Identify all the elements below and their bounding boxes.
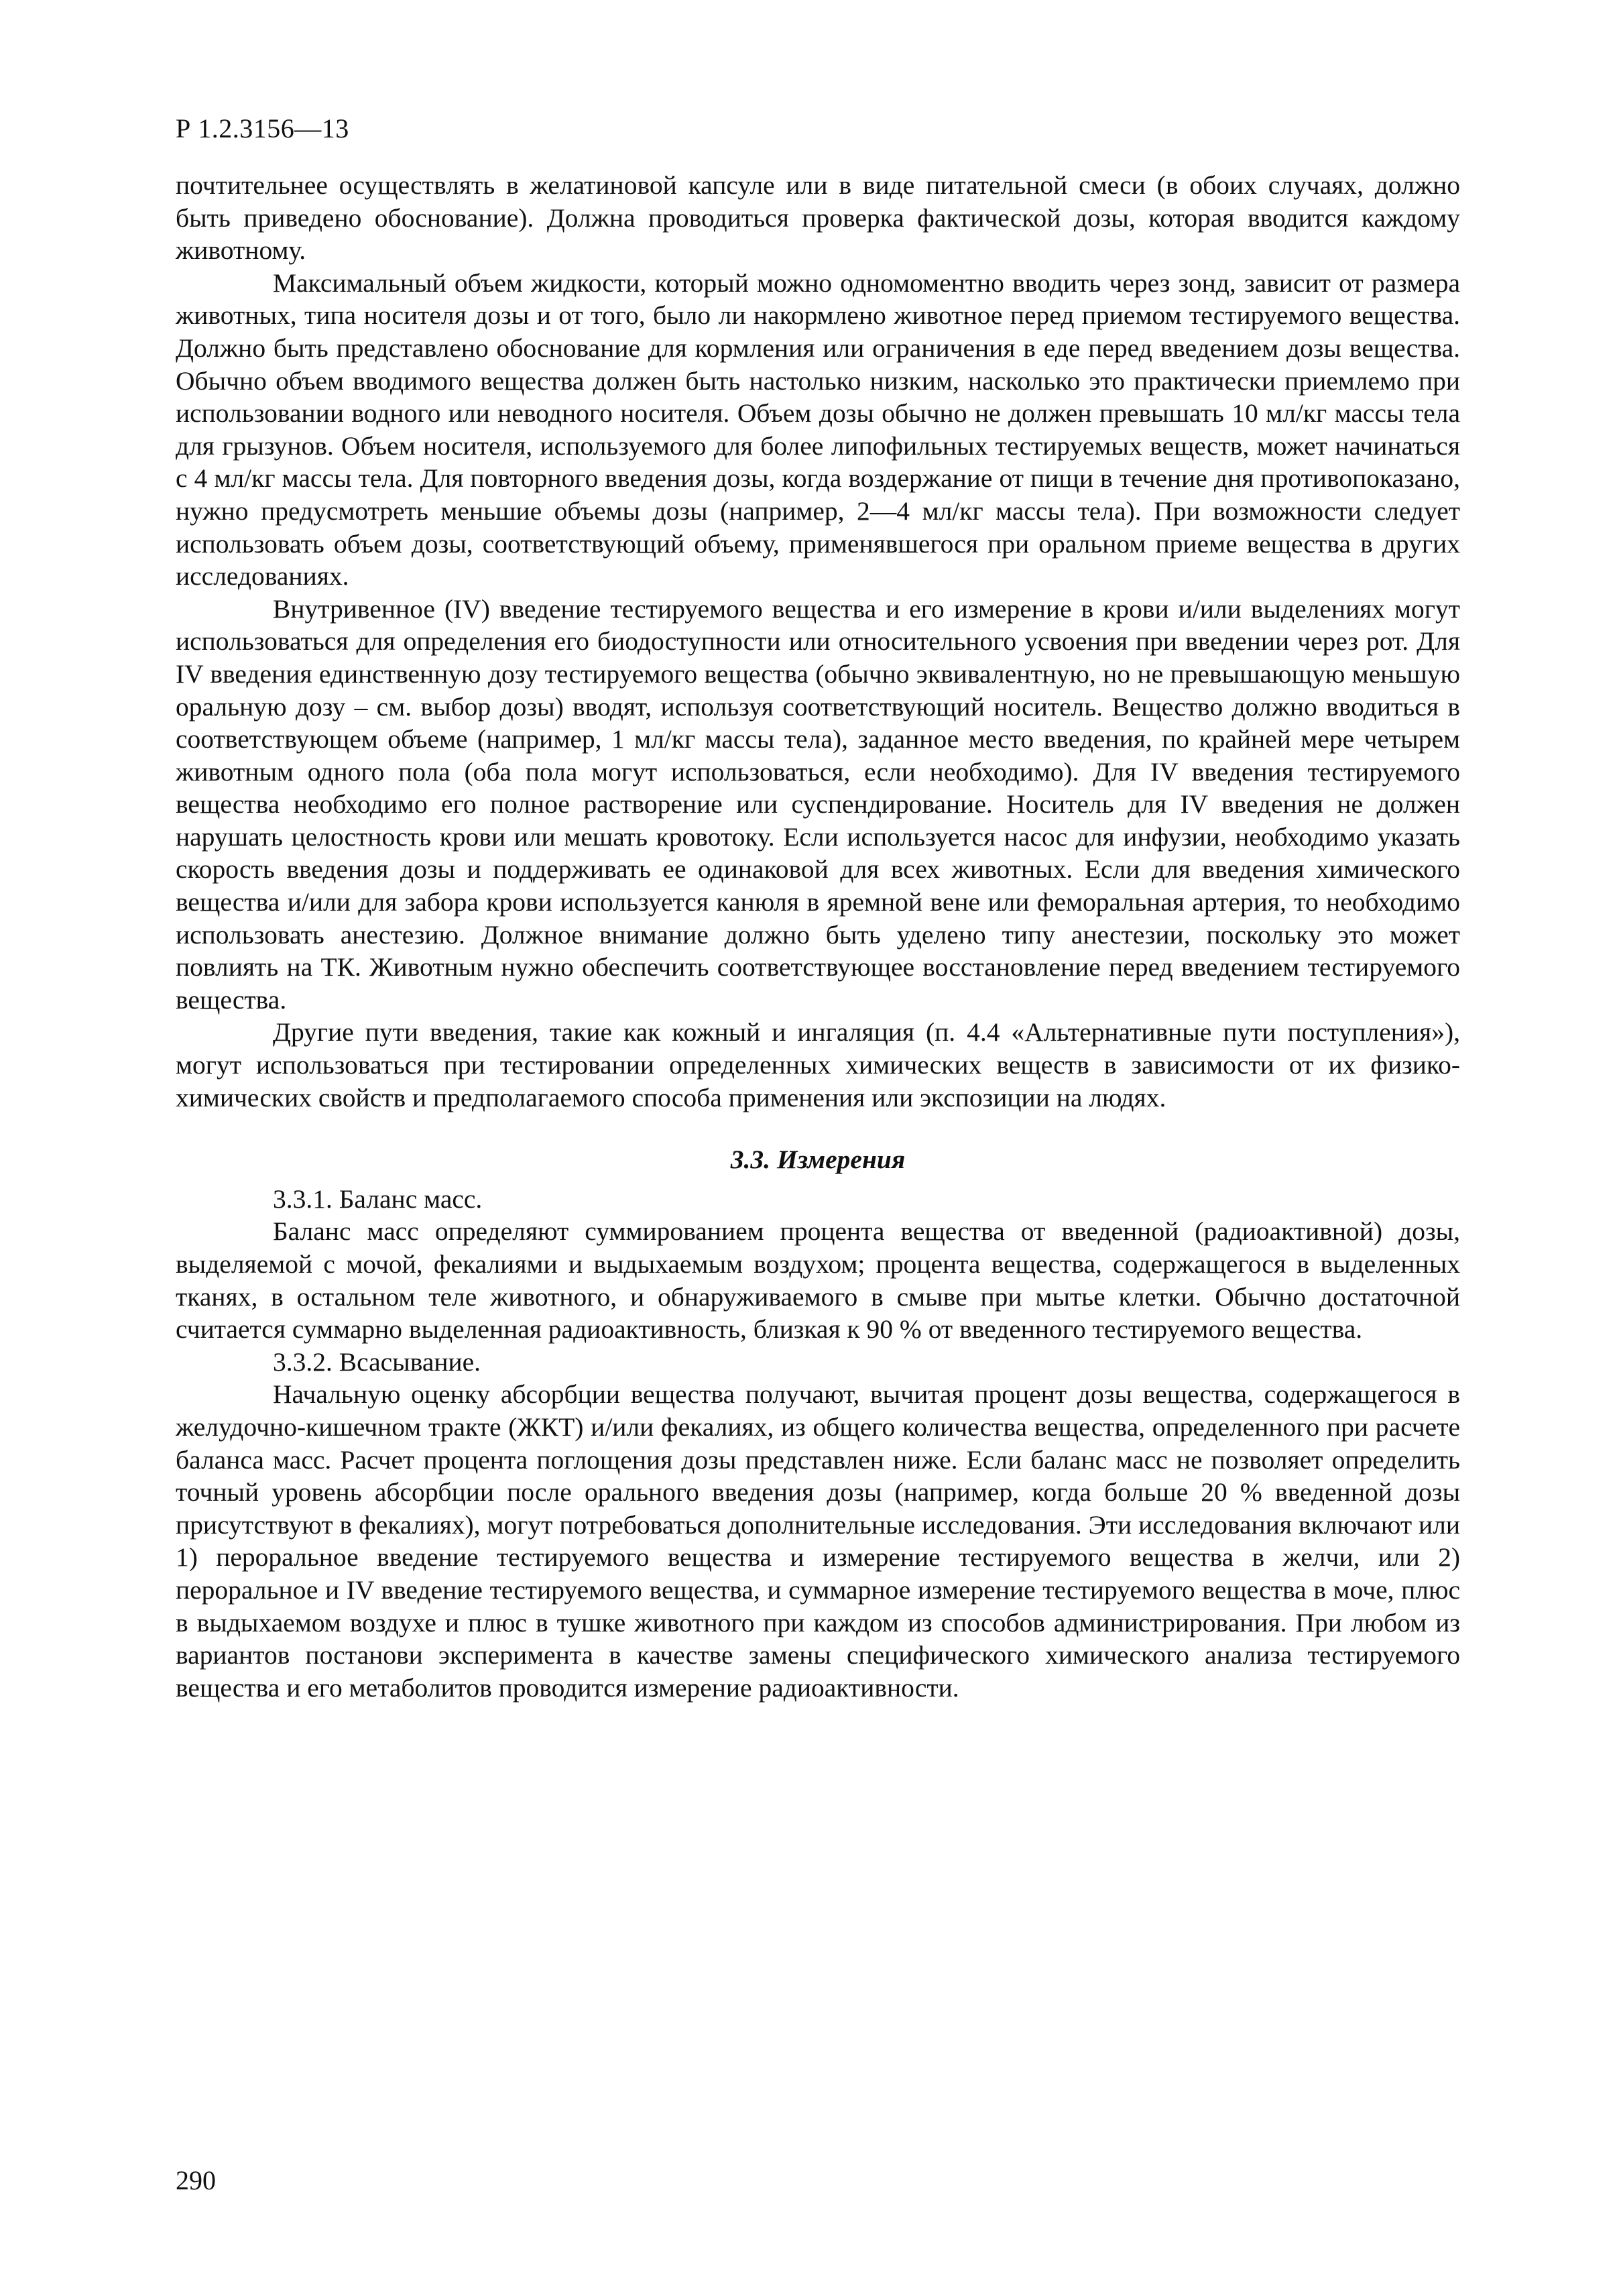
section-heading: 3.3. Измерения — [730, 1145, 906, 1175]
paragraph-continuation: почтительнее осуществлять в желатиновой капсуле или в виде питательной смеси (в обоих случаях, должно быть приведено обоснование). Должна проводиться проверка фактической дозы, которая вводится каждому животному. — [176, 170, 1460, 266]
paragraph-dose-volume: Максимальный объем жидкости, который можно одномоментно вводить через зонд, зависит от размера животных, типа носителя дозы и от того, было ли накормлено животное перед приемом тестируемого вещества. Должно быть представлено обоснование для кормления или ограничения в еде перед введением дозы вещества. Обычно объем вводимого вещества должен быть настолько низким, насколько это практически приемлемо при использовании водного или неводного носителя. Объем дозы обычно не должен превышать 10 мл/кг массы тела для грызунов. Объем носителя, используемого для более липофильных тестируемых веществ, может начинаться с 4 мл/кг массы тела. Для повторного введения дозы, когда воздержание от пищи в течение дня противопоказано, нужно предусмотреть меньшие объемы дозы (например, 2—4 мл/кг массы тела). При возможности следует использовать объем дозы, соответствующий объему, применявшегося при оральном приеме вещества в других исследованиях. — [176, 268, 1460, 591]
page-number: 290 — [176, 2165, 216, 2195]
subsection-absorption-text: Начальную оценку абсорбции вещества получают, вычитая процент дозы вещества, содержащегося в желудочно-кишечном тракте (ЖКТ) и/или фекалиях, из общего количества вещества, определенного при расчете баланса масс. Расчет процента поглощения дозы представлен ниже. Если баланс масс не позволяет определить точный уровень абсорбции после орального введения дозы (например, когда больше 20 % введенной дозы присутствуют в фекалиях), могут потребоваться дополнительные исследования. Эти исследования включают или 1) пероральное введение тестируемого вещества и измерение тестируемого вещества в желчи, или 2) пероральное и IV введение тестируемого вещества, и суммарное измерение тестируемого вещества в моче, плюс в выдыхаемом воздухе и плюс в тушке животного при каждом из способов администрирования. При любом из вариантов постанови эксперимента в качестве замены специфического химического анализа тестируемого вещества и его метаболитов проводится измерение радиоактивности. — [176, 1379, 1460, 1703]
running-header: Р 1.2.3156—13 — [176, 113, 349, 144]
paragraph-intravenous: Внутривенное (IV) введение тестируемого вещества и его измерение в крови и/или выделениях могут использоваться для определения его биодоступности или относительного усвоения при введении через рот. Для IV введения единственную дозу тестируемого вещества (обычно эквивалентную, но не превышающую меньшую оральную дозу – см. выбор дозы) вводят, используя соответствующий носитель. Вещество должно вводиться в соответствующем объеме (например, 1 мл/кг массы тела), заданное место введения, по крайней мере четырем животным одного пола (оба пола могут использоваться, если необходимо). Для IV введения тестируемого вещества необходимо его полное растворение или суспендирование. Носитель для IV введения не должен нарушать целостность крови или мешать кровотоку. Если используется насос для инфузии, необходимо указать скорость введения дозы и поддерживать ее одинаковой для всех животных. Если для введения химического вещества и/или для забора крови используется канюля в яремной вене или феморальная артерия, то необходимо использовать анестезию. Должное внимание должно быть уделено типу анестезии, поскольку это может повлиять на ТК. Животным нужно обеспечить соответствующее восстановление перед введением тестируемого вещества. — [176, 593, 1460, 1015]
body-text — [176, 169, 1460, 1704]
subsection-mass-balance-title: 3.3.1. Баланс масс. — [273, 1184, 483, 1214]
subsection-absorption-title: 3.3.2. Всасывание. — [273, 1346, 481, 1377]
paragraph-other-routes: Другие пути введения, такие как кожный и ингаляция (п. 4.4 «Альтернативные пути поступления»), могут использоваться при тестировании определенных химических веществ в зависимости от их физико-химических свойств и предполагаемого способа применения или экспозиции на людях. — [176, 1017, 1460, 1112]
subsection-mass-balance-text: Баланс масс определяют суммированием процента вещества от введенной (радиоактивной) дозы, выделяемой с мочой, фекалиями и выдыхаемым воздухом; процента вещества, содержащегося в выделенных тканях, в остальном теле животного, и обнаруживаемого в смыве при мытье клетки. Обычно достаточной считается суммарно выделенная радиоактивность, близкая к 90 % от введенного тестируемого вещества. — [176, 1216, 1460, 1344]
